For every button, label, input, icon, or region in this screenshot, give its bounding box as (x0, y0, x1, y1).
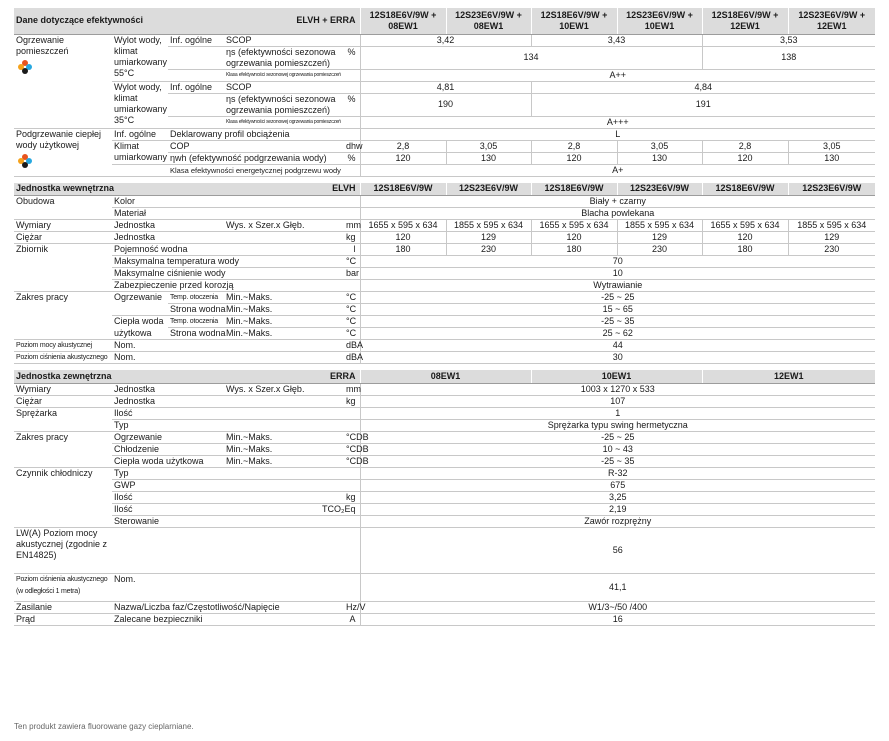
scop-label: SCOP (224, 81, 360, 93)
energy-class-label: Klasa efektywności sezonowej ogrzewania pomieszczeń (224, 69, 360, 81)
minmax-label: Min.~Maks. (224, 292, 344, 304)
heat-pump-icon (18, 154, 32, 168)
table-row (14, 479, 875, 491)
param-label: Kolor (112, 196, 360, 208)
row-label: Zakres pracy (14, 431, 112, 467)
unit-label: TCO₂Eq (224, 503, 360, 515)
indoor-column-header: 12S18E6V/9W (360, 183, 446, 196)
range-value: -25 ~ 35 (360, 455, 875, 467)
indoor-column-header: 12S18E6V/9W (531, 183, 617, 196)
energy-class-label: Klasa efektywności energetycznej podgrzewu wody (168, 164, 360, 176)
press-label: Poziom ciśnienia akustycznego (16, 575, 108, 583)
energy-class-value: A+ (360, 164, 875, 176)
param-value: Blacha powlekana (360, 208, 875, 220)
param-sublabel: Temp. otoczenia (168, 316, 224, 328)
row-label: Prąd (14, 613, 112, 625)
param-label: Ciepła woda (114, 316, 164, 326)
cop-value: 2,8 (360, 140, 446, 152)
table-row (14, 340, 875, 352)
unit-label: °C (344, 256, 360, 268)
indoor-header-row (14, 183, 875, 196)
range-value: -25 ~ 25 (360, 292, 875, 304)
param-sublabel: Strona wodna (170, 328, 226, 338)
volume-value: 180 (531, 244, 617, 256)
efficiency-header-row (14, 8, 875, 34)
table-row (14, 280, 875, 292)
param-value: 3,25 (360, 491, 875, 503)
dims-value: 1655 x 595 x 634 (360, 220, 446, 232)
row-label: Poziom mocy akustycznej (14, 340, 112, 352)
table-row (14, 419, 875, 431)
unit-label: kg (344, 232, 360, 244)
minmax-label: Min.~Maks. (224, 443, 344, 455)
cop-value: 2,8 (531, 140, 617, 152)
table-row (14, 232, 875, 244)
scop-value: 4,81 (360, 81, 531, 93)
table-row (14, 34, 875, 46)
scop-value: 3,53 (702, 34, 875, 46)
param-sublabel: Temp. otoczenia (168, 292, 224, 304)
param-label: Zalecane bezpieczniki (112, 613, 344, 625)
eta-label: ηs (efektywności sezonowa ogrzewania pomieszczeń) (224, 46, 344, 69)
param-label: Ciepła woda użytkowa (112, 455, 224, 467)
table-row (14, 268, 875, 280)
scop-value: 3,42 (360, 34, 531, 46)
table-row (14, 455, 875, 467)
table-row (14, 515, 875, 527)
param-label: Chłodzenie (112, 443, 224, 455)
unit-label: °CDB (346, 443, 369, 454)
general-info-label: Inf. ogólne (112, 128, 168, 140)
param-label: Sterowanie (112, 515, 360, 527)
param-label: Pojemność wodna (112, 244, 344, 256)
dhw-label: Podgrzewanie ciepłej wody użytkowej (16, 128, 102, 150)
combo-column-header: 12S23E6V/9W + 12EW1 (788, 8, 875, 34)
volume-value: 180 (360, 244, 446, 256)
climate-label: Klimat umiarkowany (112, 140, 168, 164)
param-label: Typ (112, 467, 360, 479)
row-label: Zbiornik (14, 244, 112, 292)
param-label: Ogrzewanie (112, 431, 224, 443)
unit-label: kg (344, 491, 360, 503)
cop-value: 3,05 (617, 140, 702, 152)
param-value: 30 (360, 352, 875, 364)
indoor-column-header: 12S23E6V/9W (446, 183, 531, 196)
outdoor-column-header: 12EW1 (702, 370, 875, 383)
unit-label: °C (344, 328, 360, 340)
param-label: Jednostka (112, 232, 344, 244)
indoor-column-header: 12S23E6V/9W (617, 183, 702, 196)
volume-value: 230 (617, 244, 702, 256)
unit-label: l (344, 244, 360, 256)
combo-column-header: 12S18E6V/9W + 12EW1 (702, 8, 788, 34)
table-row (14, 316, 875, 328)
row-label: Poziom ciśnienia akustycznego (14, 352, 112, 364)
eta-label: ηwh (efektywność podgrzewania wody) (168, 152, 344, 164)
unit-label: % (344, 152, 360, 164)
unit-label: dBA (346, 352, 364, 362)
param-label: Ogrzewanie (112, 292, 168, 316)
eta-value: 130 (617, 152, 702, 164)
table-row (14, 491, 875, 503)
weight-value: 120 (702, 232, 788, 244)
param-label: użytkowa (112, 328, 168, 340)
row-label: Obudowa (14, 196, 112, 220)
eta-value: 120 (702, 152, 788, 164)
param-label: Ilość (112, 491, 344, 503)
param-sublabel: Strona wodna (170, 304, 226, 314)
cop-value: 2,8 (702, 140, 788, 152)
range-value: -25 ~ 25 (360, 431, 875, 443)
scop-label: SCOP (224, 34, 360, 46)
param-value: 2,19 (360, 503, 875, 515)
general-info-label: Inf. ogólne (168, 81, 224, 93)
outdoor-model-label: ERRA (224, 370, 360, 383)
param-label: Nom. (112, 352, 344, 364)
table-row (14, 383, 875, 395)
outdoor-header-row (14, 370, 875, 383)
unit-label: °CDB (346, 455, 369, 466)
param-value: Zawór rozprężny (360, 515, 875, 527)
param-label: Typ (112, 419, 360, 431)
minmax-label: Min.~Maks. (224, 328, 344, 340)
minmax-label: Min.~Maks. (224, 304, 344, 316)
table-row (14, 256, 875, 268)
cop-value: 3,05 (788, 140, 875, 152)
minmax-label: Min.~Maks. (224, 316, 344, 328)
table-row (14, 503, 875, 515)
table-row (14, 467, 875, 479)
table-row (14, 395, 875, 407)
unit-label: % (344, 46, 360, 69)
minmax-label: Min.~Maks. (224, 431, 344, 443)
param-label: Maksymalna temperatura wody (112, 256, 344, 268)
param-label: Ilość (112, 407, 360, 419)
volume-value: 230 (446, 244, 531, 256)
table-row (14, 128, 875, 140)
unit-label: % (344, 93, 360, 116)
param-value: 16 (360, 613, 875, 625)
param-label: Nom. (112, 573, 360, 601)
unit-label: °C (344, 316, 360, 328)
row-label: LW(A) Poziom mocy akustycznej (zgodnie z EN14825) (14, 527, 112, 573)
param-label: Materiał (112, 208, 360, 220)
indoor-section-title: Jednostka wewnętrzna (14, 183, 224, 196)
combo-column-header: 12S18E6V/9W + 10EW1 (531, 8, 617, 34)
specification-table (14, 8, 875, 626)
range-value: 15 ~ 65 (360, 304, 875, 316)
table-row (14, 164, 875, 176)
condition-label: Wylot wody, klimat umiarkowany 35°C (112, 81, 168, 128)
table-row (14, 328, 875, 340)
cop-value: 3,05 (446, 140, 531, 152)
weight-value: 129 (788, 232, 875, 244)
unit-label: mm (346, 383, 361, 394)
eta-value: 130 (788, 152, 875, 164)
table-row (14, 292, 875, 304)
press-sublabel: (w odległości 1 metra) (16, 587, 81, 595)
unit-label: mm (346, 220, 361, 230)
load-profile-value: L (360, 128, 875, 140)
param-value: 675 (360, 479, 875, 491)
eta-value: 120 (531, 152, 617, 164)
efficiency-section-title: Dane dotyczące efektywności (14, 8, 224, 34)
minmax-label: Min.~Maks. (224, 455, 344, 467)
unit-label: A (344, 613, 360, 625)
row-label: Wymiary (14, 383, 112, 395)
eta-label: ηs (efektywności sezonowa ogrzewania pomieszczeń) (224, 93, 344, 116)
param-value: 1003 x 1270 x 533 (360, 383, 875, 395)
param-sublabel: Wys. x Szer.x Głęb. (224, 220, 344, 232)
eta-value: 130 (446, 152, 531, 164)
footnote: Ten produkt zawiera fluorowane gazy cieplarniane. (14, 722, 194, 731)
scop-value: 4,84 (531, 81, 875, 93)
weight-value: 120 (360, 232, 446, 244)
param-value: R-32 (360, 467, 875, 479)
param-label: GWP (112, 479, 360, 491)
dims-value: 1855 x 595 x 634 (446, 220, 531, 232)
dims-value: 1655 x 595 x 634 (531, 220, 617, 232)
outdoor-column-header: 08EW1 (360, 370, 531, 383)
row-label (14, 573, 112, 601)
table-row (14, 81, 875, 93)
table-row (14, 613, 875, 625)
table-row (14, 208, 875, 220)
param-value: W1/3~/50 /400 (360, 601, 875, 613)
outdoor-column-header: 10EW1 (531, 370, 702, 383)
param-value: 41,1 (360, 573, 875, 601)
param-value: 70 (360, 256, 875, 268)
energy-class-label: Klasa efektywności sezonowej ogrzewania pomieszczeń (224, 116, 360, 128)
param-label: Nazwa/Liczba faz/Częstotliwość/Napięcie (112, 601, 344, 613)
table-row (14, 140, 875, 152)
volume-value: 180 (702, 244, 788, 256)
energy-class-value: A++ (360, 69, 875, 81)
heating-label: Ogrzewanie pomieszczeń (16, 34, 69, 56)
indoor-model-label: ELVH (224, 183, 360, 196)
row-label: Czynnik chłodniczy (14, 467, 112, 527)
param-label: Jednostka (112, 220, 224, 232)
table-row (14, 573, 875, 601)
eta-value: 138 (702, 46, 875, 69)
cop-label: COP (168, 140, 344, 152)
param-value: Sprężarka typu swing hermetyczna (360, 419, 875, 431)
eta-value: 190 (360, 93, 531, 116)
param-label: Jednostka (112, 395, 344, 407)
weight-value: 120 (531, 232, 617, 244)
energy-class-value: A+++ (360, 116, 875, 128)
unit-label: kg (344, 395, 360, 407)
unit-label: bar (346, 268, 360, 278)
param-label: Jednostka (112, 383, 224, 395)
param-sublabel: Wys. x Szer.x Głęb. (224, 383, 344, 395)
combo-column-header: 12S23E6V/9W + 10EW1 (617, 8, 702, 34)
unit-label: °C (344, 304, 360, 316)
row-label: Zasilanie (14, 601, 112, 613)
param-value: Wytrawianie (360, 280, 875, 292)
table-row (14, 196, 875, 208)
condition-label: Wylot wody, klimat umiarkowany 55°C (112, 34, 168, 81)
outdoor-section-title: Jednostka zewnętrzna (14, 370, 224, 383)
eta-value: 134 (360, 46, 702, 69)
param-label: Zabezpieczenie przed korozją (112, 280, 360, 292)
param-value: 56 (360, 527, 875, 573)
eta-value: 120 (360, 152, 446, 164)
heat-pump-icon (18, 60, 32, 74)
eta-value: 191 (531, 93, 875, 116)
table-row (14, 220, 875, 232)
range-value: -25 ~ 35 (360, 316, 875, 328)
table-row (14, 443, 875, 455)
dims-value: 1655 x 595 x 634 (702, 220, 788, 232)
table-row (14, 352, 875, 364)
param-label: Maksymalne ciśnienie wody (112, 268, 344, 280)
weight-value: 129 (617, 232, 702, 244)
row-label: Sprężarka (14, 407, 112, 431)
unit-label: °CDB (346, 431, 369, 442)
efficiency-model-label: ELVH + ERRA (224, 8, 360, 34)
table-row (14, 431, 875, 443)
load-profile-label: Deklarowany profil obciążenia (168, 128, 360, 140)
indoor-column-header: 12S23E6V/9W (788, 183, 875, 196)
row-label: Ciężar (14, 395, 112, 407)
table-row (14, 527, 875, 573)
range-value: 10 ~ 43 (360, 443, 875, 455)
param-label: Nom. (112, 340, 344, 352)
range-value: 25 ~ 62 (360, 328, 875, 340)
scop-value: 3,43 (531, 34, 702, 46)
table-row (14, 601, 875, 613)
indoor-column-header: 12S18E6V/9W (702, 183, 788, 196)
param-value: 10 (360, 268, 875, 280)
dims-value: 1855 x 595 x 634 (617, 220, 702, 232)
param-value: 44 (360, 340, 875, 352)
combo-column-header: 12S23E6V/9W + 08EW1 (446, 8, 531, 34)
heating-cell (14, 34, 112, 128)
unit-label: °C (344, 292, 360, 304)
row-label: Ciężar (14, 232, 112, 244)
row-label: Wymiary (14, 220, 112, 232)
param-label: Ilość (112, 503, 224, 515)
param-value: Biały + czarny (360, 196, 875, 208)
combo-column-header: 12S18E6V/9W + 08EW1 (360, 8, 446, 34)
unit-label: Hz/V (346, 601, 366, 612)
dims-value: 1855 x 595 x 634 (788, 220, 875, 232)
unit-label: dhw (346, 140, 363, 151)
general-info-label: Inf. ogólne (168, 34, 224, 46)
weight-value: 129 (446, 232, 531, 244)
table-row (14, 407, 875, 419)
unit-label: dBA (346, 340, 364, 350)
dhw-cell (14, 128, 112, 176)
table-row (14, 244, 875, 256)
param-value: 107 (360, 395, 875, 407)
param-value: 1 (360, 407, 875, 419)
volume-value: 230 (788, 244, 875, 256)
row-label: Zakres pracy (14, 292, 112, 340)
